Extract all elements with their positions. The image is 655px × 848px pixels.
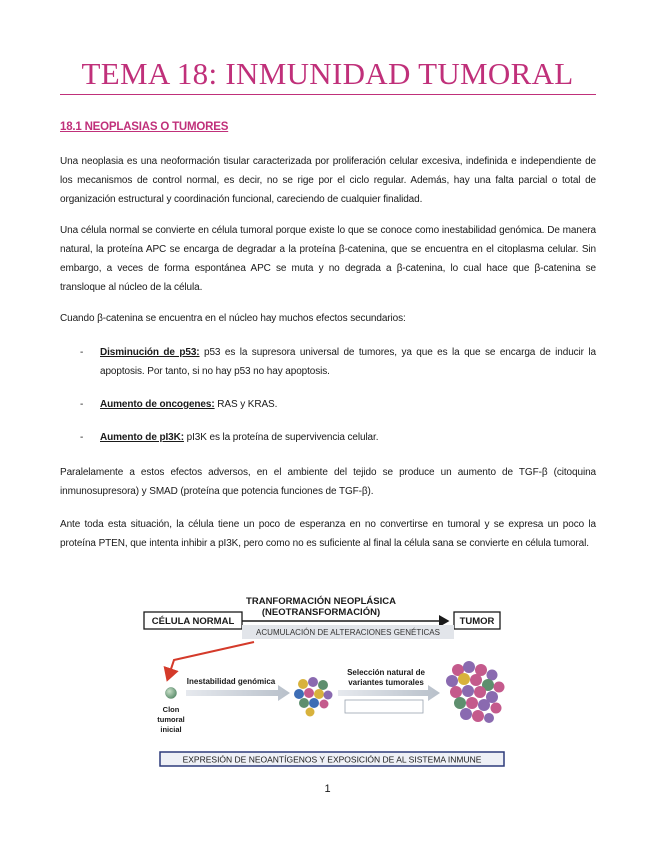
list-item-text (100, 343, 596, 381)
list-bullet: - (80, 347, 84, 358)
figure-header-line2: (NEOTRANSFORMACIÓN) (261, 607, 381, 618)
list-bullet: - (80, 399, 84, 410)
list-item-desc: p53 es la supresora universal de tumores, ya que es la que se encarga de inducir la apoptosis. Por tanto, si no hay p53 no hay apoptosis. (100, 347, 596, 377)
clone-label-line1: Clon (162, 705, 180, 714)
list-item-key: Aumento de oncogenes: (100, 399, 215, 410)
figure-header-line1: TRANFORMACIÓN NEOPLÁSICA (246, 596, 396, 607)
paragraph-beta-catenin-intro: Cuando β-catenina se encuentra en el núcleo hay muchos efectos secundarios: (60, 313, 406, 324)
figure-diagram (138, 590, 520, 776)
paragraph-pten: Ante toda esta situación, la célula tiene un poco de esperanza en no convertirse en tumoral y se expresa un poco la proteína PTEN, que intenta inhibir a pI3K, pero como no es suficiente al final la célula sana se convierte en célula tumoral. (60, 519, 596, 549)
instability-arrow (186, 685, 290, 701)
list-item-text (100, 395, 596, 414)
section-heading: 18.1 NEOPLASIAS O TUMORES (60, 121, 229, 133)
normal-cell-label: CÉLULA NORMAL (151, 616, 235, 627)
mixed-cell-cluster (294, 677, 333, 717)
tumor-label: TUMOR (459, 616, 495, 627)
tumor-cell-cluster (446, 661, 505, 723)
list-item-text (100, 428, 596, 447)
red-arrow (168, 642, 254, 678)
list-item (60, 343, 596, 383)
title-divider (60, 94, 596, 95)
selection-blank-box (345, 700, 423, 713)
paragraph-genomic-instability: Una célula normal se convierte en célula tumoral porque existe lo que se conoce como inestabilidad genómica. De manera natural, la proteína APC se encarga de degradar a la proteína β-catenina, que se encuentra en el citoplasma celular. Sin embargo, a veces de forma espontánea APC se muta y no degrada a β-catenina, lo cual hace que β-catenina se transloque al núcleo de la célula. (60, 225, 596, 293)
list-item-desc: pI3K es la proteína de supervivencia celular. (183, 432, 379, 443)
list-item-desc: RAS y KRAS. (214, 399, 278, 410)
clone-label-line3: inicial (160, 725, 182, 734)
list-item (60, 428, 596, 448)
page-number: 1 (324, 783, 331, 795)
initial-clone-cell (166, 688, 177, 699)
list-bullet: - (80, 432, 84, 443)
selection-arrow (338, 685, 440, 701)
instability-label: Inestabilidad genómica (186, 677, 276, 686)
neoplastic-transformation-figure (138, 590, 520, 776)
selection-label-line2: variantes tumorales (348, 678, 424, 687)
bottom-banner-label: EXPRESIÓN DE NEOANTÍGENOS Y EXPOSICIÓN DE AL SISTEMA INMUNE (182, 754, 482, 765)
accumulation-label: ACUMULACIÓN DE ALTERACIONES GENÉTICAS (256, 628, 440, 637)
paragraph-definition: Una neoplasia es una neoformación tisular caracterizada por proliferación celular excesiva, indefinida e independiente de los mecanismos de control normal, es decir, no se rige por el ciclo regular. Además, hay una falta parcial o total de organización estructural y coordinación funcional, careciendo de cualquier finalidad. (60, 156, 596, 205)
selection-label-line1: Selección natural de (347, 668, 425, 677)
clone-label-line2: tumoral (157, 715, 185, 724)
page-title: TEMA 18: INMUNIDAD TUMORAL (81, 56, 574, 91)
list-item (60, 395, 596, 415)
paragraph-tgf-beta: Paralelamente a estos efectos adversos, en el ambiente del tejido se produce un aumento de TGF-β (citoquina inmunosupresora) y SMAD (proteína que potencia funciones de TGF-β). (60, 467, 596, 497)
list-item-key: Aumento de pI3K: (100, 432, 184, 443)
list-item-key: Disminución de p53: (100, 347, 200, 358)
